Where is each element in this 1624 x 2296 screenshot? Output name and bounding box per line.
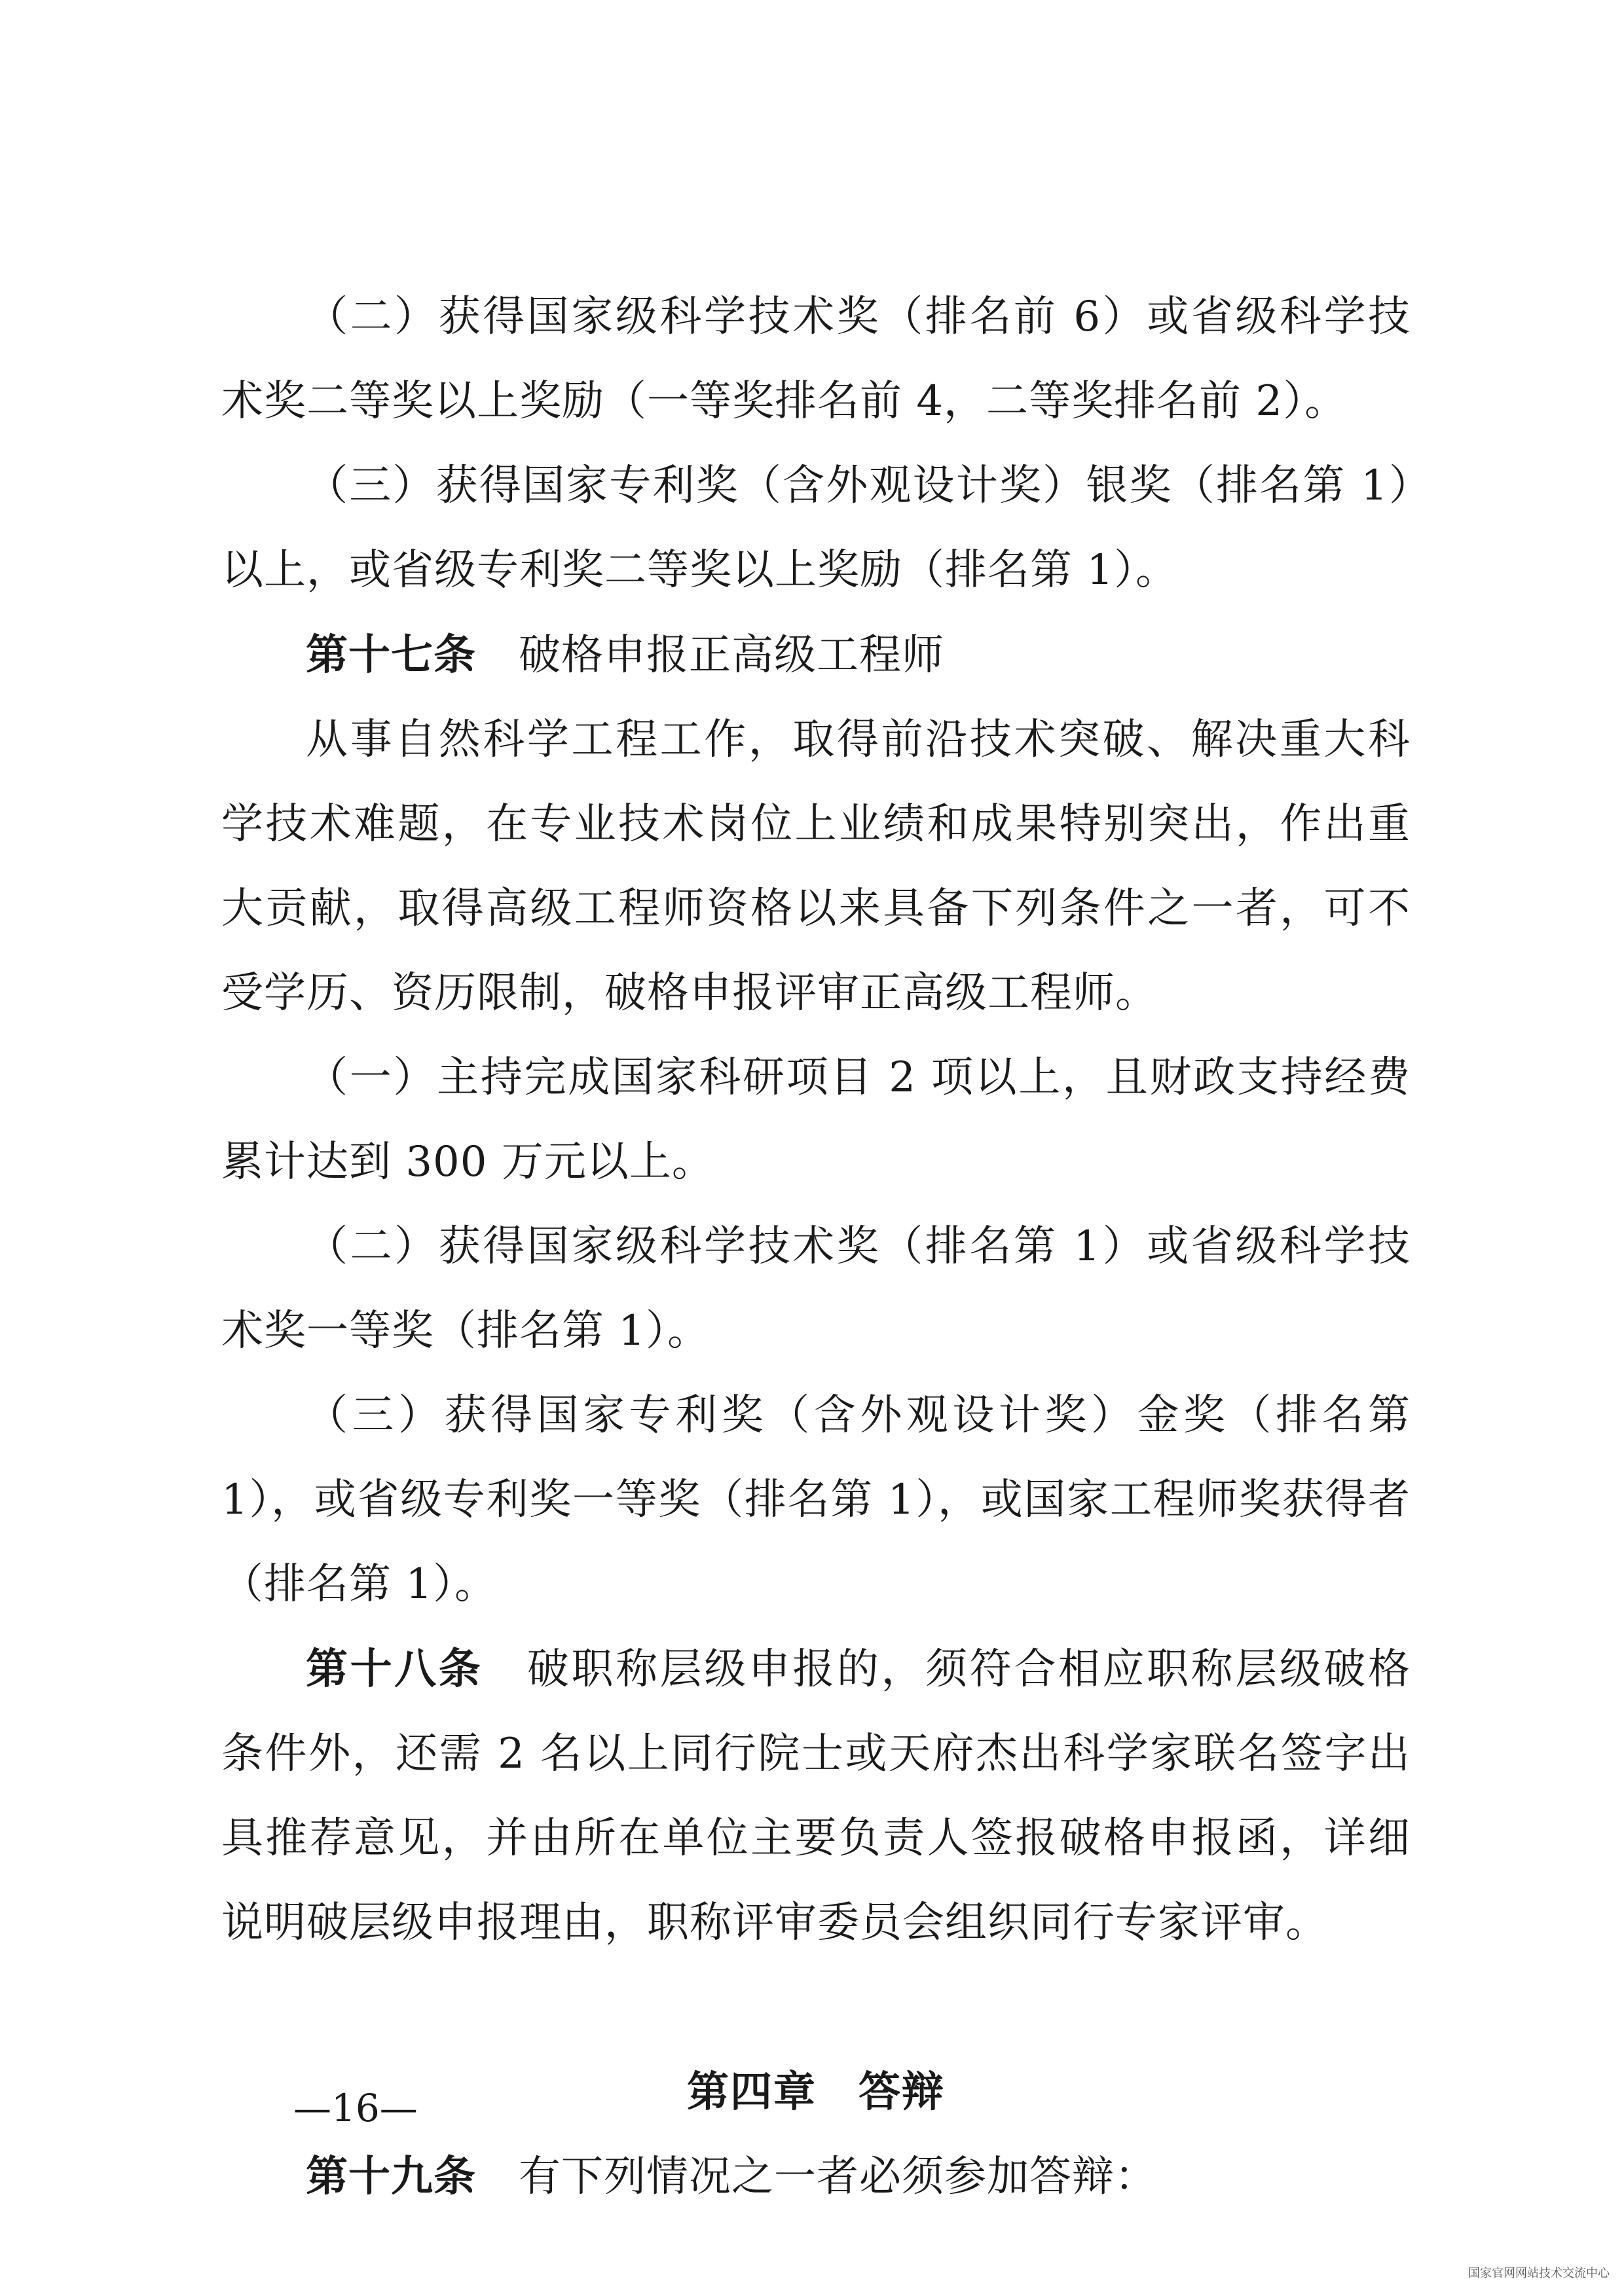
chapter-number: 第四章 <box>687 2068 817 2117</box>
paragraph-text: （二）获得国家级科学技术奖（排名前 6）或省级科学技术奖二等奖以上奖励（一等奖排名前 4，二等奖排名前 2）。 <box>221 293 1411 426</box>
article-heading: 第十七条 <box>306 630 476 680</box>
article-17-clause-1 <box>221 1036 1411 1205</box>
article-title-text: 破格申报正高级工程师 <box>519 631 944 680</box>
paragraph-text: （一）主持完成国家科研项目 2 项以上，且财政支持经费累计达到 300 万元以上。 <box>221 1053 1411 1186</box>
watermark-text: 国家官网网站技术交流中心 <box>1468 2267 1610 2280</box>
paragraph-award-clause-2 <box>221 275 1411 444</box>
article-17-clause-3 <box>221 1374 1411 1627</box>
article-heading: 第十九条 <box>306 2152 476 2201</box>
article-17-clause-2 <box>221 1205 1411 1374</box>
article-19 <box>221 2134 1411 2219</box>
article-17-title <box>221 613 1411 698</box>
paragraph-text: （二）获得国家级科学技术奖（排名第 1）或省级科学技术奖一等奖（排名第 1）。 <box>221 1222 1411 1355</box>
article-body-text: 破职称层级申报的，须符合相应职称层级破格条件外，还需 2 名以上同行院士或天府杰出科学家联名签字出具推荐意见，并由所在单位主要负责人签报破格申报函，详细说明破层级申报理由，职称评审委员会组织同行专家评审。 <box>221 1645 1411 1947</box>
paragraph-patent-clause-3 <box>221 444 1411 613</box>
chapter-title: 答辩 <box>858 2068 945 2117</box>
paragraph-text: （三）获得国家专利奖（含外观设计奖）金奖（排名第 1），或省级专利奖一等奖（排名第 1），或国家工程师奖获得者（排名第 1）。 <box>221 1391 1411 1609</box>
document-body <box>221 275 1411 2219</box>
paragraph-text: （三）获得国家专利奖（含外观设计奖）银奖（排名第 1）以上，或省级专利奖二等奖以上奖励（排名第 1）。 <box>221 462 1411 594</box>
article-body-text: 有下列情况之一者必须参加答辩： <box>519 2153 1157 2201</box>
chapter-spacer <box>221 1965 1411 2050</box>
article-18 <box>221 1627 1411 1965</box>
article-heading: 第十八条 <box>306 1645 483 1694</box>
article-17-body <box>221 698 1411 1036</box>
paragraph-text: 从事自然科学工程工作，取得前沿技术突破、解决重大科学技术难题，在专业技术岗位上业绩和成果特别突出，作出重大贡献，取得高级工程师资格以来具备下列条件之一者，可不受学历、资历限制，破格申报评审正高级工程师。 <box>221 716 1411 1017</box>
page-number: —16— <box>293 2086 418 2130</box>
